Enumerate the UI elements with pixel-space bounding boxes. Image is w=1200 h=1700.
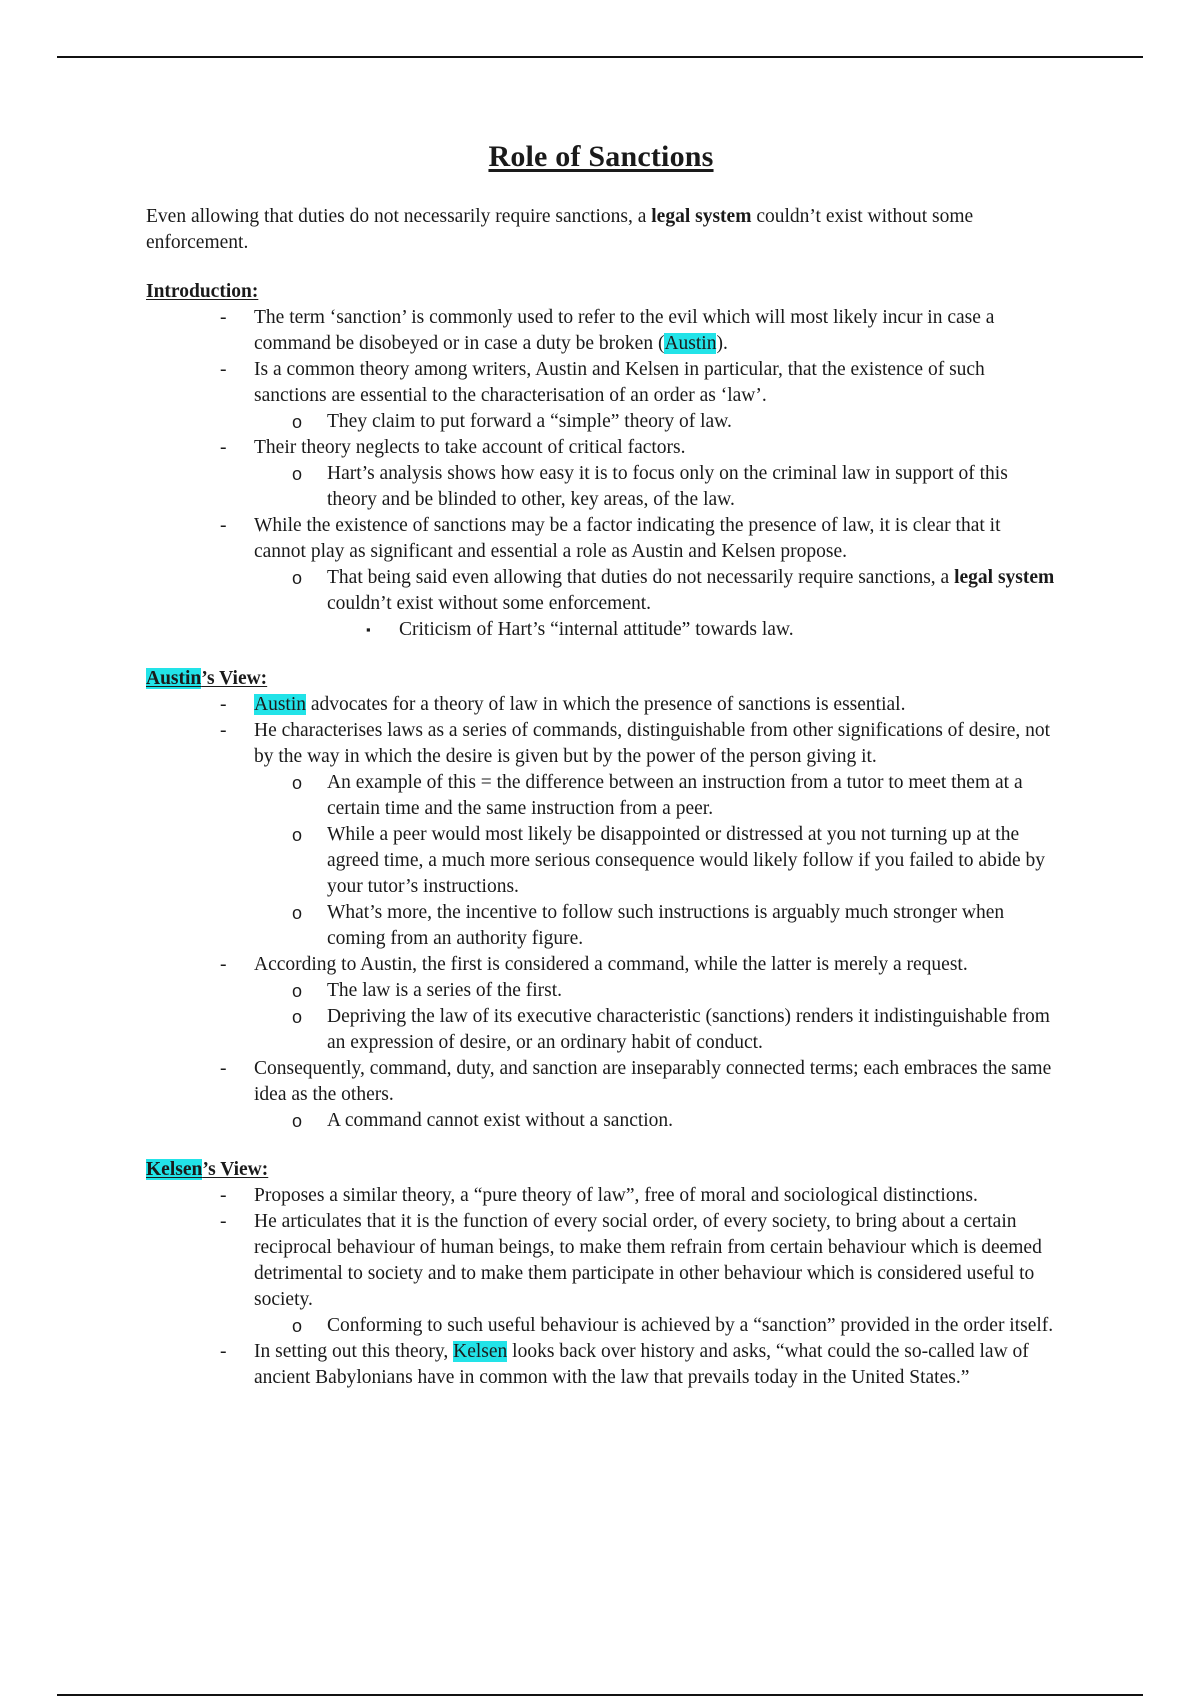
sub-list-item: o An example of this = the difference between an instruction from a tutor to meet them at a certain time and the same instruction from a peer. <box>327 770 1056 822</box>
introduction-section <box>146 279 1056 643</box>
item-text: In setting out this theory, <box>254 1341 454 1362</box>
sub-list-item: o A command cannot exist without a sanction. <box>327 1108 1056 1134</box>
highlight-austin: Austin <box>664 333 717 354</box>
list-item <box>254 692 1056 718</box>
document-page <box>146 140 1056 1391</box>
kelsen-list <box>146 1183 1056 1391</box>
sub-list-item: o Depriving the law of its executive characteristic (sanctions) renders it indistinguishable from an expression of desire, or an ordinary habit of conduct. <box>327 1004 1056 1056</box>
list-item: - He articulates that it is the function of every social order, of every society, to bring about a certain reciprocal behaviour of human beings, to make them refrain from certain behaviour which is deemed detrimental to society and to make them participate in other behaviour which is considered useful to society. <box>254 1209 1056 1313</box>
list-item <box>254 305 1056 357</box>
list-item: - He characterises laws as a series of commands, distinguishable from other significations of desire, not by the way in which the desire is given but by the power of the person giving it. <box>254 718 1056 770</box>
austin-section <box>146 666 1056 1134</box>
heading-text: ’s View: <box>201 668 268 689</box>
highlight-kelsen: Kelsen <box>453 1341 508 1362</box>
highlight-kelsen: Kelsen <box>146 1159 203 1180</box>
intro-text-end: couldn’t exist without some enforcement. <box>146 206 974 253</box>
sub-list-item: o While a peer would most likely be disappointed or distressed at you not turning up at the agreed time, a much more serious consequence would likely follow if you failed to abide by your tutor’s instructions. <box>327 822 1056 900</box>
item-text-end: looks back over history and asks, “what could the so-called law of ancient Babylonians have in common with the law that prevails today in the United States.” <box>254 1341 1029 1388</box>
top-rule <box>57 56 1143 58</box>
sub-list-item <box>327 565 1056 617</box>
item-text-end: ). <box>716 333 728 354</box>
highlight-austin: Austin <box>254 694 307 715</box>
introduction-heading: Introduction: <box>146 281 259 302</box>
item-bold: legal system <box>954 567 1055 588</box>
item-text-end: couldn’t exist without some enforcement. <box>327 593 652 614</box>
list-item: - According to Austin, the first is considered a command, while the latter is merely a request. <box>254 952 1056 978</box>
bottom-rule <box>57 1694 1143 1696</box>
kelsen-heading <box>146 1157 1056 1183</box>
sub-list-item: o What’s more, the incentive to follow such instructions is arguably much stronger when coming from an authority figure. <box>327 900 1056 952</box>
sub-list-item: o They claim to put forward a “simple” theory of law. <box>327 409 1056 435</box>
introduction-list <box>146 305 1056 643</box>
list-item: - Proposes a similar theory, a “pure theory of law”, free of moral and sociological distinctions. <box>254 1183 1056 1209</box>
intro-text: Even allowing that duties do not necessarily require sanctions, a <box>146 206 652 227</box>
item-text: That being said even allowing that duties do not necessarily require sanctions, a <box>327 567 955 588</box>
austin-heading <box>146 666 1056 692</box>
kelsen-section <box>146 1157 1056 1391</box>
list-item <box>254 1339 1056 1391</box>
sub-list-item: o Conforming to such useful behaviour is achieved by a “sanction” provided in the order itself. <box>327 1313 1056 1339</box>
page-title: Role of Sanctions <box>488 140 714 173</box>
list-item: - While the existence of sanctions may be a factor indicating the presence of law, it is clear that it cannot play as significant and essential a role as Austin and Kelsen propose. <box>254 513 1056 565</box>
list-item: - Consequently, command, duty, and sanction are inseparably connected terms; each embraces the same idea as the others. <box>254 1056 1056 1108</box>
list-item: - Is a common theory among writers, Austin and Kelsen in particular, that the existence of such sanctions are essential to the characterisation of an order as ‘law’. <box>254 357 1056 409</box>
intro-bold: legal system <box>651 206 752 227</box>
sub-sub-list-item: ▪ Criticism of Hart’s “internal attitude” towards law. <box>399 617 1056 643</box>
austin-list <box>146 692 1056 1134</box>
highlight-austin: Austin <box>146 668 202 689</box>
list-item: - Their theory neglects to take account of critical factors. <box>254 435 1056 461</box>
heading-text: ’s View: <box>202 1159 269 1180</box>
intro-paragraph <box>146 204 1056 256</box>
sub-list-item: o Hart’s analysis shows how easy it is to focus only on the criminal law in support of this theory and be blinded to other, key areas, of the law. <box>327 461 1056 513</box>
item-text: The term ‘sanction’ is commonly used to refer to the evil which will most likely incur in case a command be disobeyed or in case a duty be broken ( <box>254 307 995 354</box>
sub-list-item: o The law is a series of the first. <box>327 978 1056 1004</box>
item-text: advocates for a theory of law in which the presence of sanctions is essential. <box>306 694 906 715</box>
